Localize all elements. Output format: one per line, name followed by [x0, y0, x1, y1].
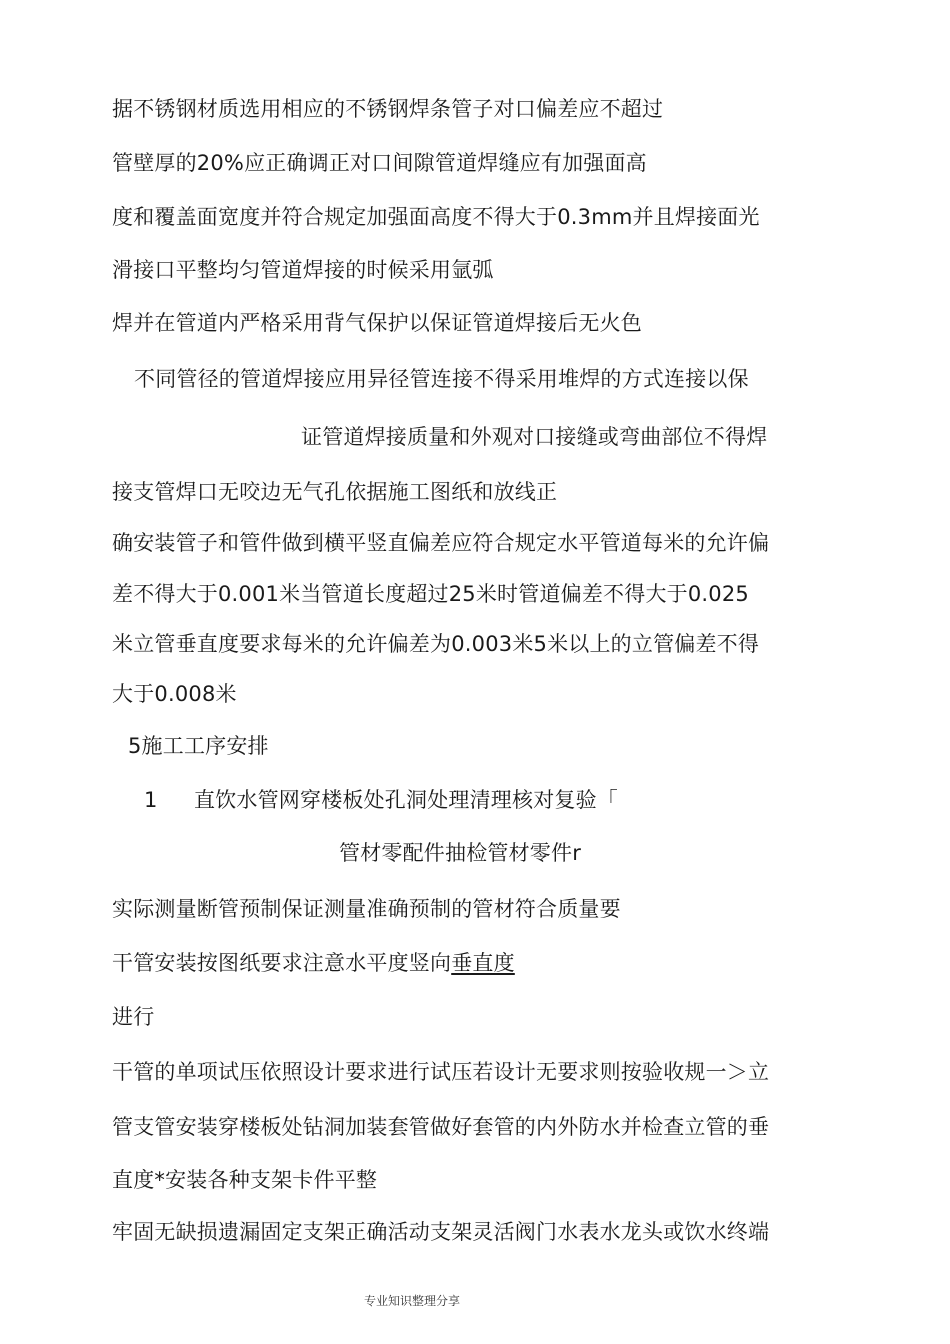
text-line: 牢固无缺损遗漏固定支架正确活动支架灵活阀门水表水龙头或饮水终端	[112, 1220, 770, 1244]
text-line: 证管道焊接质量和外观对口接缝或弯曲部位不得焊	[301, 425, 768, 449]
text-line: 焊并在管道内严格采用背气保护以保证管道焊接后无火色	[112, 311, 642, 335]
text-line: 管支管安装穿楼板处钻洞加装套管做好套管的内外防水并检查立管的垂	[112, 1115, 770, 1139]
step-number: 1	[144, 788, 158, 812]
text-line: 实际测量断管预制保证测量准确预制的管材符合质量要	[112, 897, 621, 921]
text-line: 管材零配件抽检管材零件r	[339, 841, 582, 865]
text-line: 进行	[112, 1005, 155, 1029]
text-line: 接支管焊口无咬边无气孔依据施工图纸和放线正	[112, 480, 558, 504]
text-line: 据不锈钢材质选用相应的不锈钢焊条管子对口偏差应不超过	[112, 97, 664, 121]
text-line: 干管的单项试压依照设计要求进行试压若设计无要求则按验收规一＞立	[112, 1060, 770, 1084]
page-footer: 专业知识整理分享	[364, 1294, 461, 1308]
text-line: 滑接口平整均匀管道焊接的时候采用氩弧	[112, 258, 494, 282]
underlined-text: 垂直度	[451, 951, 515, 975]
step-text: 直饮水管网穿楼板处孔洞处理清理核对复验「	[194, 788, 618, 812]
text-line: 确安装管子和管件做到横平竖直偏差应符合规定水平管道每米的允许偏	[112, 531, 770, 555]
text-line-prefix: 干管安装按图纸要求注意水平度竖向	[112, 951, 452, 975]
step-item	[144, 786, 618, 814]
text-line: 不同管径的管道焊接应用异径管连接不得采用堆焊的方式连接以保	[134, 367, 749, 391]
text-line: 直度*安装各种支架卡件平整	[112, 1168, 378, 1192]
text-line: 管壁厚的20%应正确调正对口间隙管道焊缝应有加强面高	[112, 151, 647, 175]
text-line: 大于0.008米	[112, 682, 237, 706]
text-line: 米立管垂直度要求每米的允许偏差为0.003米5米以上的立管偏差不得	[112, 632, 760, 656]
text-line: 度和覆盖面宽度并符合规定加强面高度不得大于0.3mm并且焊接面光	[112, 205, 760, 229]
text-line	[112, 949, 515, 977]
text-line: 差不得大于0.001米当管道长度超过25米时管道偏差不得大于0.025	[112, 582, 749, 606]
section-heading: 5施工工序安排	[128, 734, 269, 758]
